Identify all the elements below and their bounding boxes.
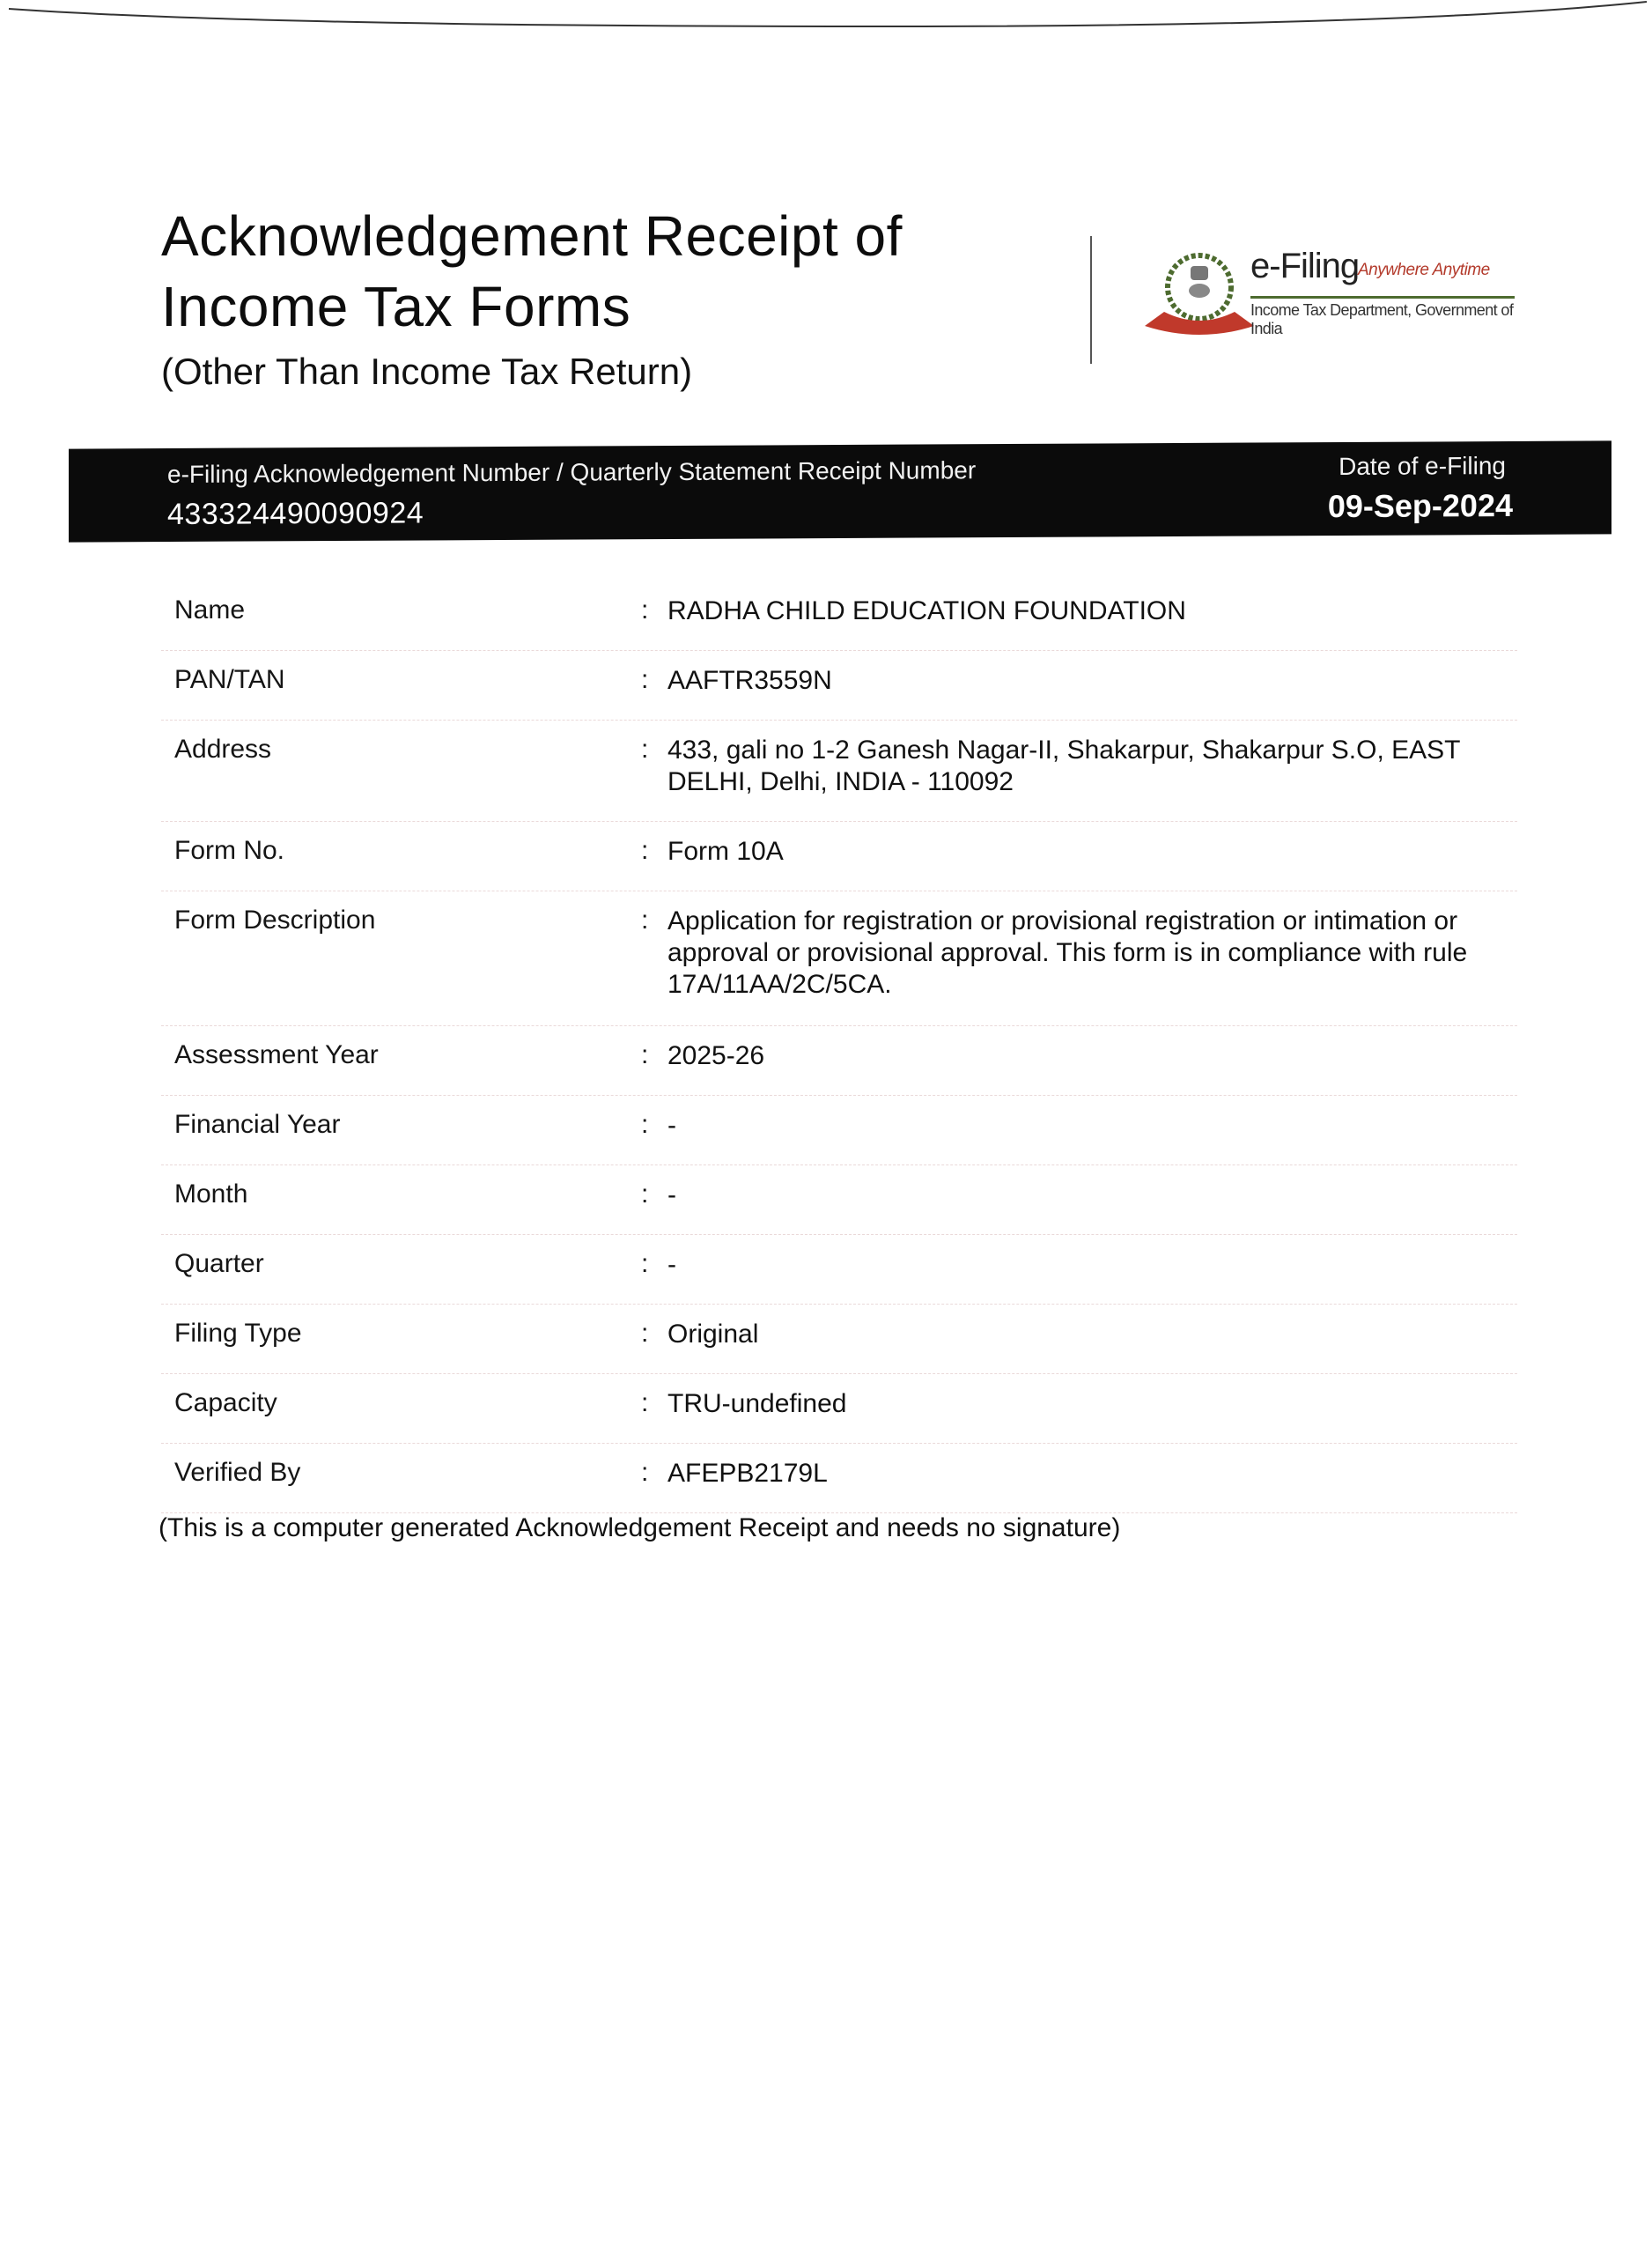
detail-separator: : bbox=[641, 1458, 649, 1487]
acknowledgement-banner bbox=[69, 440, 1611, 542]
detail-label: Capacity bbox=[174, 1388, 277, 1417]
detail-value: Application for registration or provisional registration or intimation or approval or provisional approval. This form is in compliance with rule 17A/11AA/2C/5CA. bbox=[667, 906, 1468, 999]
detail-value: 433, gali no 1-2 Ganesh Nagar-II, Shakarpur, Shakarpur S.O, EAST DELHI, Delhi, INDIA - 110092 bbox=[667, 736, 1460, 796]
detail-label: Name bbox=[174, 595, 246, 625]
detail-row-filing-type bbox=[161, 1305, 1517, 1374]
document-title bbox=[161, 201, 903, 342]
detail-row-verified-by bbox=[161, 1444, 1517, 1513]
detail-row-capacity bbox=[161, 1374, 1517, 1444]
detail-separator: : bbox=[641, 906, 649, 935]
detail-separator: : bbox=[641, 1249, 649, 1278]
detail-value: Original bbox=[667, 1320, 759, 1349]
detail-separator: : bbox=[641, 1110, 649, 1139]
detail-label: Quarter bbox=[174, 1249, 264, 1278]
detail-label: Form Description bbox=[174, 906, 376, 935]
detail-label: Financial Year bbox=[174, 1110, 341, 1139]
detail-row-quarter bbox=[161, 1235, 1517, 1305]
detail-row-name bbox=[161, 581, 1517, 651]
detail-row-pan bbox=[161, 651, 1517, 721]
detail-value: Form 10A bbox=[667, 837, 784, 866]
detail-row-form-description bbox=[161, 891, 1517, 1026]
detail-value: AAFTR3559N bbox=[667, 666, 832, 695]
filing-date-label: Date of e-Filing bbox=[1339, 452, 1506, 481]
detail-label: Address bbox=[174, 735, 272, 764]
detail-row-month bbox=[161, 1165, 1517, 1235]
detail-value: 2025-26 bbox=[667, 1041, 765, 1070]
detail-value: - bbox=[667, 1250, 676, 1279]
detail-value: AFEPB2179L bbox=[667, 1459, 828, 1488]
logo-rule bbox=[1250, 296, 1515, 299]
detail-value: - bbox=[667, 1180, 676, 1209]
efiling-logo bbox=[1138, 238, 1543, 352]
ack-number: 433324490090924 bbox=[167, 496, 424, 532]
detail-row-assessment-year bbox=[161, 1026, 1517, 1096]
detail-separator: : bbox=[641, 1319, 649, 1348]
title-line-2: Income Tax Forms bbox=[161, 275, 631, 338]
detail-label: Verified By bbox=[174, 1458, 301, 1487]
paper-fold-line bbox=[0, 0, 1652, 35]
ack-number-label: e-Filing Acknowledgement Number / Quarterly Statement Receipt Number bbox=[167, 456, 977, 489]
detail-label: Month bbox=[174, 1179, 248, 1209]
national-emblem-icon bbox=[1138, 245, 1261, 346]
detail-separator: : bbox=[641, 595, 649, 625]
detail-value: RADHA CHILD EDUCATION FOUNDATION bbox=[667, 596, 1186, 625]
header-divider bbox=[1090, 236, 1092, 364]
document-subtitle: (Other Than Income Tax Return) bbox=[161, 351, 693, 392]
detail-label: Form No. bbox=[174, 836, 285, 865]
detail-separator: : bbox=[641, 1388, 649, 1417]
detail-row-form-no bbox=[161, 822, 1517, 891]
efiling-tagline: Anywhere Anytime bbox=[1358, 261, 1490, 279]
title-line-1: Acknowledgement Receipt of bbox=[161, 204, 903, 268]
detail-separator: : bbox=[641, 1040, 649, 1069]
detail-separator: : bbox=[641, 665, 649, 694]
detail-label: Filing Type bbox=[174, 1319, 302, 1348]
detail-separator: : bbox=[641, 735, 649, 764]
detail-row-address bbox=[161, 721, 1517, 822]
detail-value: - bbox=[667, 1111, 676, 1140]
detail-label: Assessment Year bbox=[174, 1040, 379, 1069]
detail-separator: : bbox=[641, 836, 649, 865]
detail-row-financial-year bbox=[161, 1096, 1517, 1165]
efiling-brand: e-Filing bbox=[1250, 247, 1360, 285]
details-table bbox=[161, 581, 1517, 1513]
document-header bbox=[161, 201, 903, 396]
footer-note: (This is a computer generated Acknowledgement Receipt and needs no signature) bbox=[159, 1513, 1121, 1542]
department-name: Income Tax Department, Government of India bbox=[1250, 301, 1514, 337]
detail-label: PAN/TAN bbox=[174, 665, 285, 694]
detail-separator: : bbox=[641, 1179, 649, 1209]
filing-date: 09-Sep-2024 bbox=[1327, 486, 1513, 525]
detail-value: TRU-undefined bbox=[667, 1389, 847, 1418]
